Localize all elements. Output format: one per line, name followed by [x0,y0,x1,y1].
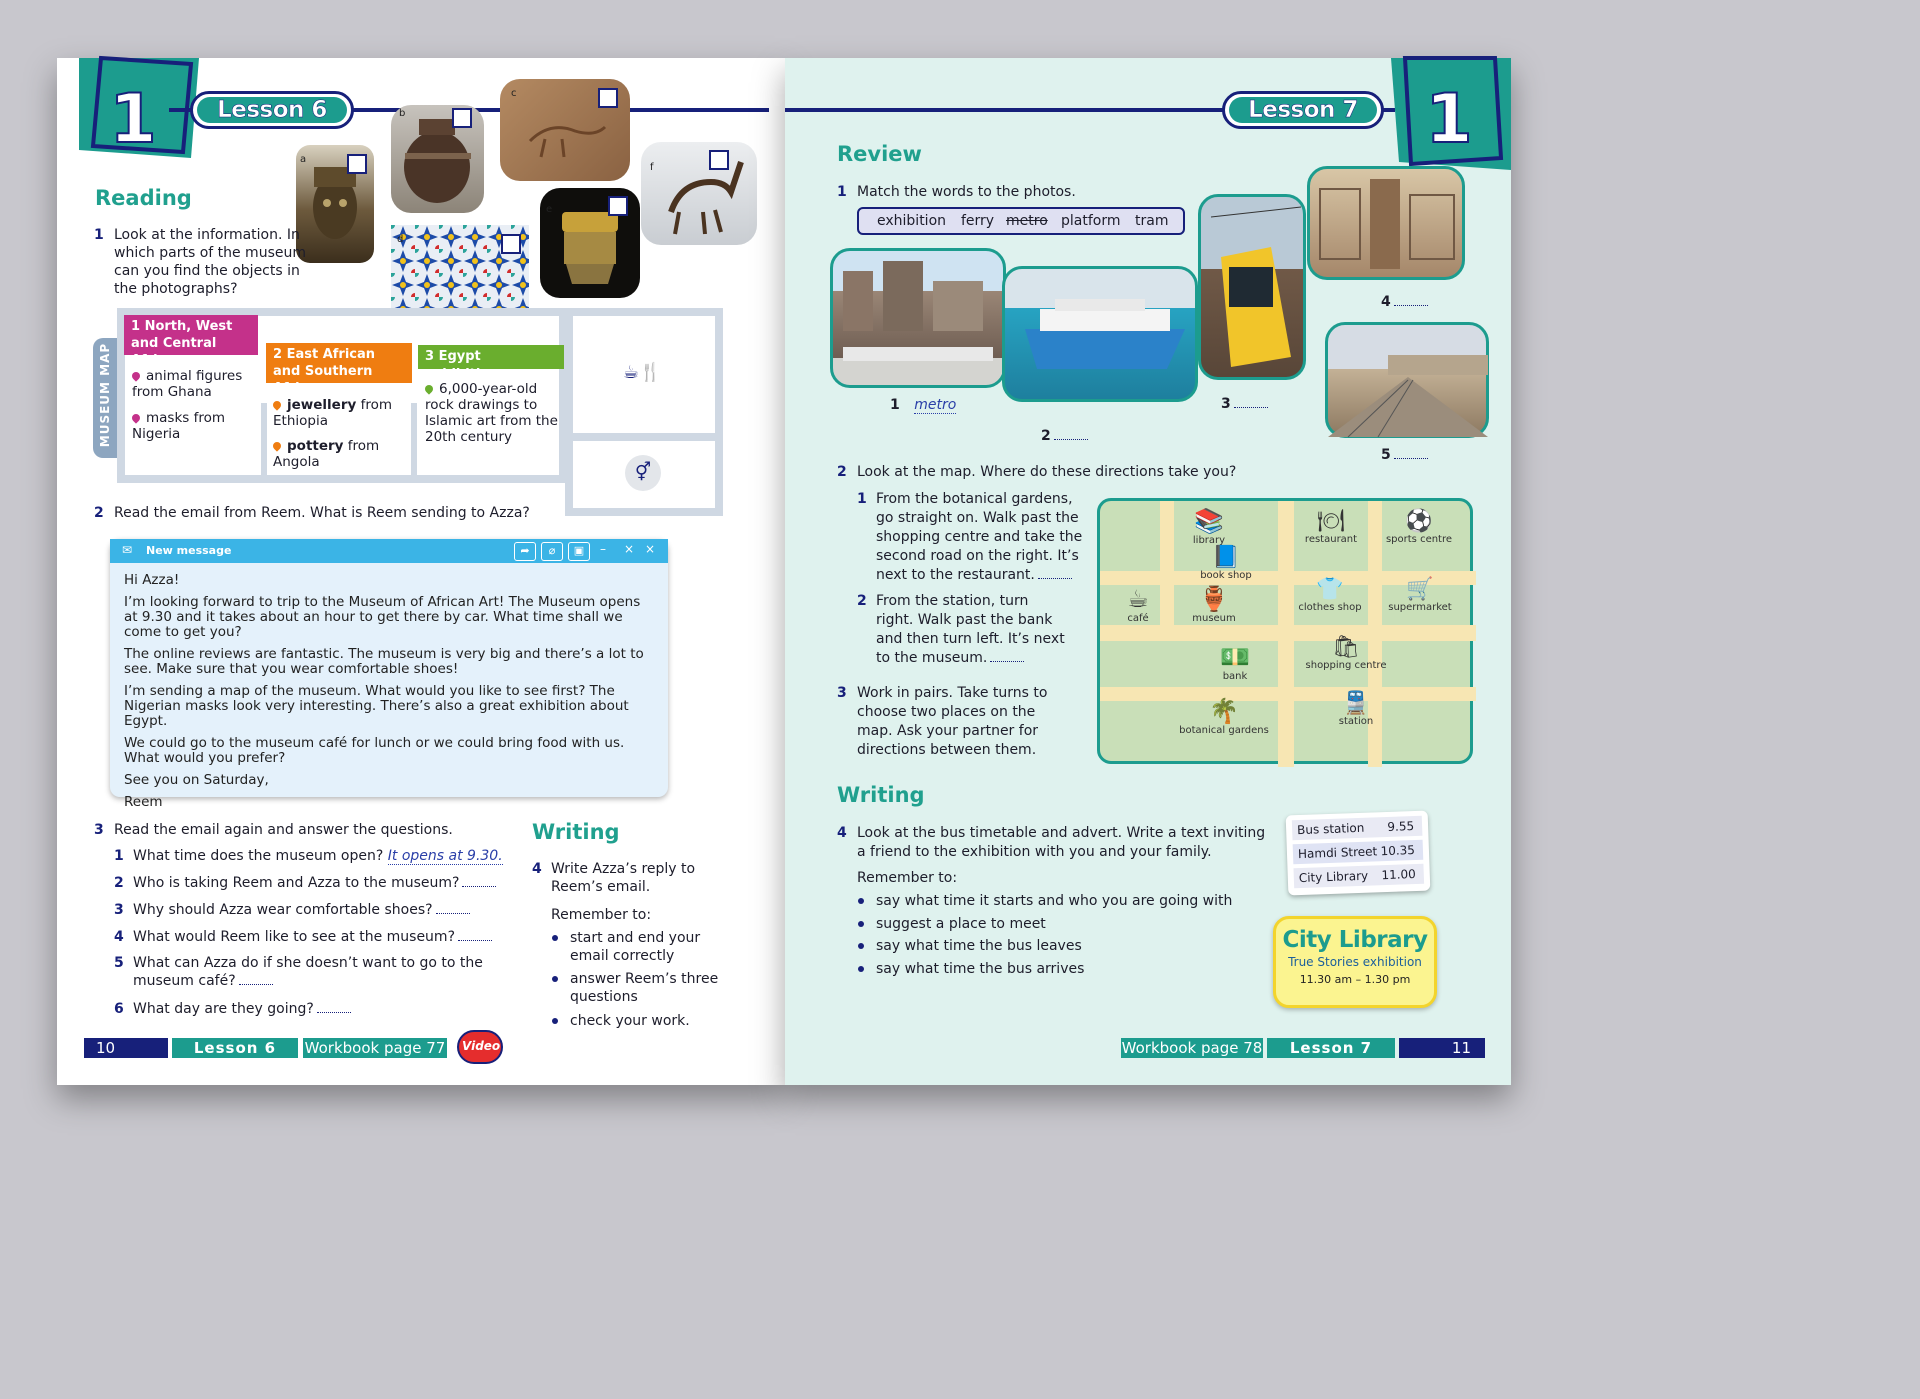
timetable-row [1293,864,1424,889]
footer-workbook: Workbook page 78 [1121,1039,1263,1057]
photo-letter-e: e [546,204,553,215]
map-place-supermarket: 🛒 supermarket [1388,577,1452,613]
map-section-3-item-1: 6,000-year-old rock drawings to Islamic art from the 20th century [425,381,558,445]
q2-number: 2 [94,505,104,521]
writing-bullet-2: answer Reem’s three questions [570,971,719,1005]
q3-text: Work in pairs. Take turns to choose two places on the map. Ask your partner for directions between them. [857,685,1048,758]
advert-time: 11.30 am – 1.30 pm [1299,973,1411,986]
photo-4-exhibition [1307,166,1465,280]
q3-item-5: What can Azza do if she doesn’t want to go to the museum café? [133,955,483,989]
answer-line[interactable] [1054,439,1088,440]
answer-line[interactable] [239,984,273,985]
photo-letter-a: a [300,154,307,165]
cup-icon: ☕ [1127,585,1149,613]
photo-letter-f: f [650,162,654,173]
checkbox-a[interactable] [347,154,367,174]
word-box [857,207,1185,235]
answer-line[interactable] [1038,578,1072,579]
answer-line[interactable] [990,661,1024,662]
photo-3-tram [1198,194,1306,380]
map-section-1-item-1: animal figures from Ghana [132,368,243,400]
email-paragraph-1: I’m looking forward to trip to the Museum of African Art! The Museum opens at 9.30 and it takes about an hour to get there by car. What time shall we come to get you? [124,594,641,640]
bullet [552,1018,558,1024]
map-section-1-title: 1 North, West and Central Africa [124,315,258,355]
q3-item-4: What would Reem like to see at the museum? [133,928,533,946]
writing-q4-number: 4 [837,825,847,841]
photo-label-1: 1 metro [890,397,957,413]
map-wall-1 [261,403,267,483]
money-icon: 💵 [1220,643,1250,671]
q2-item-1-number: 1 [857,491,867,507]
train-icon: 🚆 [1342,691,1370,716]
word-box-word-1: exhibition [877,213,947,229]
forward-icon[interactable]: ➦ [514,542,536,561]
photo-label-3: 3 [1221,395,1268,413]
photo-1-metro [830,248,1006,388]
writing-bullet-3: check your work. [570,1013,690,1029]
checkbox-b[interactable] [452,108,472,128]
bullet [858,898,864,904]
q3-item-1-answer[interactable]: It opens at 9.30. [387,848,503,864]
email-window [110,539,668,810]
bullet [858,943,864,949]
plate-icon: 🍽 [1317,509,1345,534]
cafe-icon: ☕🍴 [623,362,662,383]
q2-text: Look at the map. Where do these directions take you? [857,464,1237,480]
writing-heading: Writing [532,820,620,844]
map-place-library: 📚 library [1192,507,1226,546]
q3-item-6-number: 6 [114,1001,124,1017]
timetable-time-1: 9.55 [1387,819,1415,834]
q3-item-3-number: 3 [114,902,124,918]
timetable-time-3: 11.00 [1381,867,1417,883]
bullet [552,976,558,982]
advert-subtitle: True Stories exhibition [1288,955,1422,969]
photo-letter-b: b [399,108,406,119]
q3-item-2-number: 2 [114,875,124,891]
lesson-title-pill [1222,91,1384,129]
checkbox-d[interactable] [501,234,521,254]
map-road [1100,687,1476,701]
museum-map-tab [93,338,117,458]
answer-line[interactable] [462,886,496,887]
q3-item-6: What day are they going? [133,1000,533,1018]
word-box-word-4: platform [1061,213,1121,229]
attachment-icon[interactable]: ⌀ [541,542,563,561]
lesson-title: Lesson 7 [1229,97,1377,123]
email-titlebar [110,539,668,563]
lesson-title-pill [190,91,354,129]
map-place-station: 🚆 station [1338,691,1374,727]
video-badge[interactable] [457,1030,503,1064]
writing-remember: Remember to: [857,870,958,886]
map-place-bookshop: 📘 book shop [1200,545,1252,581]
q2-item-2: From the station, turn right. Walk past the bank and then turn left. It’s next to the museum. [876,593,1065,666]
email-window-title: New message [146,544,232,557]
timetable-stop-1: Bus station [1296,820,1365,838]
photo-2-ferry [1002,266,1198,402]
footer-workbook: Workbook page 77 [304,1039,446,1057]
q3-item-1-number: 1 [114,848,124,864]
writing-heading: Writing [837,783,925,807]
email-body [124,573,649,810]
map-place-bank: 💵 bank [1220,643,1250,682]
q2-item-1: From the botanical gardens, go straight on. Walk past the shopping centre and take the second road on the right. It’s next to the restaurant. [876,491,1083,583]
lesson-title: Lesson 6 [197,97,347,123]
advert-title: City Library [1282,927,1428,953]
map-place-clothes-shop: 👕 clothes shop [1298,577,1362,613]
writing-bullet-4: say what time the bus arrives [876,961,1085,977]
writing-q4-text: Look at the bus timetable and advert. Write a text inviting a friend to the exhibition with you and your family. [857,825,1266,860]
writing-q4-text: Write Azza’s reply to Reem’s email. [551,861,696,895]
toilets-icon: ⚥ [625,455,661,491]
answer-line[interactable] [1234,407,1268,408]
right-page [785,58,1511,1085]
footer-page-number: 10 [84,1038,168,1058]
email-signoff: See you on Saturday, [124,772,269,788]
timetable-row [1292,816,1423,841]
reading-heading: Reading [95,186,192,210]
word-box-word-2: ferry [961,213,995,229]
map-place-restaurant: 🍽 restaurant [1304,509,1358,545]
bullet [858,966,864,972]
email-signature: Reem [124,794,163,810]
annex-divider [565,433,723,441]
location-pin-icon [423,383,434,394]
photo-letter-d: d [397,234,404,245]
location-pin-icon [130,412,141,423]
tshirt-icon: 👕 [1316,577,1344,602]
map-section-2-title: 2 East African and Southern Africa [266,343,412,383]
email-paragraph-4: We could go to the museum café for lunch or we could bring food with us. What would you prefer? [124,735,625,766]
resize-icon[interactable]: × [624,542,635,556]
close-icon[interactable]: × [645,542,656,556]
location-pin-icon [130,370,141,381]
map-place-museum: 🏺 museum [1192,585,1236,624]
answer-line[interactable] [1394,305,1428,306]
q3-item-5-number: 5 [114,955,124,971]
left-page [57,58,785,1085]
photo-5-platform [1325,322,1489,438]
writing-remember: Remember to: [551,907,652,923]
video-label: Video [462,1039,501,1053]
email-greeting: Hi Azza! [124,572,180,588]
map-section-1-item-2: masks from Nigeria [132,410,226,442]
map-place-sports-centre: ⚽ sports centre [1385,509,1453,545]
bullet [552,935,558,941]
timetable-time-2: 10.35 [1380,843,1416,859]
map-place-shopping-centre: 🛍 shopping centre [1305,635,1387,671]
review-q1-text: Match the words to the photos. [857,184,1076,200]
bullet [858,921,864,927]
q3-item-4-number: 4 [114,929,124,945]
library-advert [1273,916,1437,1008]
writing-q4-number: 4 [532,861,542,877]
q1-number: 1 [94,227,104,243]
vase-icon: 🏺 [1199,585,1229,613]
timetable-row [1293,840,1424,865]
email-paragraph-3: I’m sending a map of the museum. What would you like to see first? The Nigerian masks look very interesting. There’s also a great exhibition about Egypt. [124,683,629,729]
location-pin-icon [271,440,282,451]
q1-text: Look at the information. In which parts of the museum can you find the objects in the photographs? [114,227,306,297]
unit-number: 1 [1425,80,1473,159]
photo-label-1-answer[interactable]: metro [914,397,957,413]
answer-line[interactable] [436,913,470,914]
museum-map-label: MUSEUM MAP [98,342,112,448]
q3-item-1: What time does the museum open? It opens at 9.30. [133,848,503,864]
footer-lesson: Lesson 6 [172,1038,298,1058]
cart-icon: 🛒 [1406,577,1434,602]
word-box-word-3: metro [1006,213,1048,229]
footer-lesson: Lesson 7 [1267,1038,1395,1058]
location-pin-icon [271,399,282,410]
timetable-stop-2: Hamdi Street [1297,844,1378,862]
checkbox-f[interactable] [709,150,729,170]
palm-tree-icon: 🌴 [1209,697,1239,725]
review-heading: Review [837,142,922,166]
map-section-3-title: 3 Egypt exhibition [418,345,564,369]
minimize-icon[interactable]: – [600,542,606,556]
envelope-icon: ✉ [122,543,133,557]
photo-label-5: 5 [1381,446,1428,464]
unit-number: 1 [109,80,157,159]
q3-item-2: Who is taking Reem and Azza to the museum? [133,874,533,892]
map-wall-2 [411,403,417,483]
map-section-2-item-2: pottery from Angola [273,438,380,470]
word-box-word-5: tram [1135,213,1169,229]
q3-item-3: Why should Azza wear comfortable shoes? [133,901,533,919]
q3-text: Read the email again and answer the questions. [114,822,453,838]
writing-bullet-2: suggest a place to meet [876,916,1046,932]
photo-letter-c: c [511,88,517,99]
footer-page-number: 11 [1399,1038,1485,1058]
map-place-botanical-gardens: 🌴 botanical gardens [1179,697,1269,736]
photo-f-animal-figure [641,142,757,245]
book-icon: 📘 [1212,545,1240,570]
bus-timetable [1286,811,1431,896]
writing-bullet-1: say what time it starts and who you are going with [876,893,1233,909]
map-section-2-item-1: jewellery from Ethiopia [273,397,392,429]
answer-line[interactable] [1394,458,1428,459]
q2-item-2-number: 2 [857,593,867,609]
answer-line[interactable] [317,1012,351,1013]
shopping-bags-icon: 🛍 [1332,635,1360,660]
q2-number: 2 [837,464,847,480]
answer-line[interactable] [458,940,492,941]
books-icon: 📚 [1194,507,1224,535]
q3-number: 3 [94,822,104,838]
checkbox-e[interactable] [608,196,628,216]
map-road [1278,501,1294,767]
checkbox-c[interactable] [598,88,618,108]
photo-label-2: 2 [1041,427,1088,445]
image-icon[interactable]: ▣ [568,542,590,561]
map-place-cafe: ☕ café [1127,585,1149,624]
q2-text: Read the email from Reem. What is Reem sending to Azza? [114,505,530,521]
q3-number: 3 [837,685,847,701]
writing-bullet-3: say what time the bus leaves [876,938,1082,954]
timetable-stop-3: City Library [1298,868,1369,886]
writing-bullet-1: start and end your email correctly [570,930,701,964]
racket-ball-icon: ⚽ [1405,509,1433,534]
photo-label-4: 4 [1381,293,1428,311]
email-paragraph-2: The online reviews are fantastic. The museum is very big and there’s a lot to see. Make sure that you wear comfortable shoes! [124,646,644,677]
town-map [1097,498,1473,764]
review-q1-number: 1 [837,184,847,200]
